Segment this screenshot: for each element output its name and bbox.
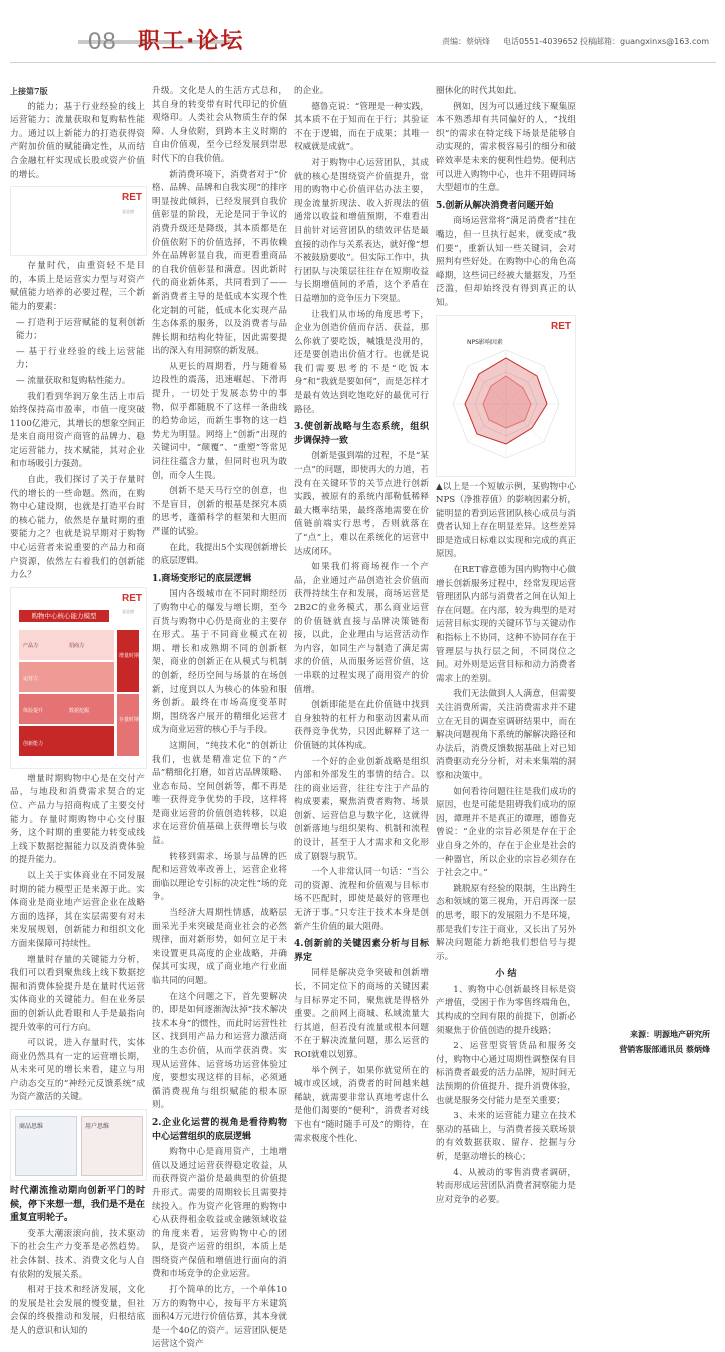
row-label-2: 存量时期 <box>119 716 140 723</box>
email-label: 投稿邮箱：guangxinxs@163.com <box>580 37 710 46</box>
paragraph: 存量时代，由重资轻不是目的，本质上是运营实力型与对资产赋值能力培养的必要过程，三个新能力的要素： <box>10 261 145 312</box>
figure-title: 购物中心核心能力模型 <box>19 610 109 622</box>
paragraph: 购物中心是商用资产，土地增值以及通过运营获得稳定收益，从而获得资产溢价是最典型的价值提升形式。需要的周期较长且需要持续投入。作为资产化管理的购物中心从获得租金收益或金融领域收益的角度来看，运营购物中心的团队，是资产运营的组织，本质上是围绕资产保值和增值进行面向的消费和市场竞争的企业运营。 <box>152 1147 287 1280</box>
paragraph: 新消费环境下，消费者对于“价格、品牌、品牌和自我实现”的排序明显按此倾斜，已经发展到自我价值彰显的阶段，无论是同于争议的消费升级还是降级，其本质都是在价值依附下的价值选择，不再依赖外在品牌彰显自我，而更看重商品的自我价值彰显和满意。因此新时代的商业新体系，共同看到了——新消费者主导的是低成本实现个性化定制的可能，低成本化实现产品生态体系的服务，以及消费者与品牌长期和结构化特征，因此需要提出的深入有用洞察的新发展。 <box>152 169 287 357</box>
paragraph: 创新不是天马行空的创意，也不是盲目，创新的根基是探究本质的思考，蓬循科学的框架和大胆而严谨的试验。 <box>152 486 287 537</box>
paragraph: 可以说，进入存量时代，实体商业仍然具有一定的运营增长期，从未来可见的增长来看，建立与用户动态交互的“神经元反馈系统”成为资产激活的关键。 <box>10 1038 145 1103</box>
page-number: 08 <box>88 28 117 55</box>
paragraph: 圈休化的时代其如此。 <box>436 86 522 96</box>
section-heading: 4.创新前的关键因素分析与目标界定 <box>294 939 429 963</box>
source-line-1: 来源：明源地产研究所 <box>630 1030 710 1039</box>
paragraph: 如何看待问题往往是我们成功的原因，也是可能是阻碍我们成功的原因，谭理并不是真正的谭理，德鲁克曾说：“企业的宗旨必须是存在于企业自身之外的，存在于企业是社会的一种器官，所以企业的宗旨必须存在于社会之中。” <box>436 786 576 879</box>
cap-label: 产品力 <box>23 642 39 649</box>
ret-logo: RET <box>551 320 571 332</box>
paragraph: 相对于技术和经济发展，文化的发展是社会发展的慢变量，但社会保的终极推动和发展，归根结底是人的意识和认知的 <box>10 1285 145 1336</box>
summary-item: 1、购物中心创新最终目标是资产增值，受困于作为零售终端角色，其构成的空间有限的前提下，创新必须聚焦于价值创造的提升线路； <box>436 984 576 1036</box>
summary-item: 2、运营型资管货品和服务交付，购物中心通过周期性调整保有目标消费者最爱的活力品牌，短时间无法预期的价值提升、提升消费体验，也就是服务交付能力是至关重要； <box>436 1041 576 1106</box>
ret-logo: RET 睿意德 <box>122 592 142 615</box>
capability-model-figure <box>10 587 147 769</box>
paragraph: 同样是解决竞争突破和创新增长，不同定位下的商场的关键因素与目标界定不同，聚焦就是得格外重要。之前网上商城、私域流量大行其道，但若没有流量或根本问题不在于解决流量问题，那么运营的ROI就难以划算。 <box>294 968 429 1060</box>
paragraph: 如果我们将商场视作一个产品，企业通过产品创造社会价值而获得持续生存和发展，商场运营是2B2C的业务模式，那么商业运营的价值链就直接与品牌决策链衔接，以此，企业理由与运营活动作为内容，如同生产与制造了满足需求的价值，从而服务运营价值，这一串联的过程实现了商用资产的价值增。 <box>294 562 429 695</box>
paragraph: 创新即能是在此价值链中找到自身独特的杠杆力和驱动因素从而获得竞争优势，只因此解释了这一价值链的其体构成。 <box>294 700 429 751</box>
source-line-2: 营销客服部通讯员 蔡炳烽 <box>619 1045 710 1054</box>
paragraph: 当经济大周期性情感，战略层面采光手来突破是商业社会的必然规律，面对新形势，如何立足于未来设置更具高度的企业战略，并确保其可实现，成了商业地产行业面临共同的问题。 <box>152 908 287 986</box>
section-heading: 3.使创新战略与生态系统，组织步调保持一致 <box>294 422 429 446</box>
paragraph: 例如，因为可以通过线下聚集原本不熟悉却有共同偏好的人，“找组织”的需求在特定线下场景是能够自动实现的，需求极容易引的细分和破碎效率是未来的便利性趋势。便利店可以进入购物中心，也并不阻碍同场大型超市的生意。 <box>436 101 576 194</box>
bullet-item: — 打造利于运营赋能的复利创新能力； <box>16 317 145 342</box>
paragraph: 创新是强到端的过程，不是“某一点”的问题，即使再大的力道，若没有在关键环节的关节点进行创新实践，被原有的系统内部勒低稀释最大概率结果，最终落地需要在价值链前端实行思考，否则就落在了“点”上，难以在系统化的运营中达成闭环。 <box>294 451 429 557</box>
paragraph: 商场运营常将“满足消费者”挂在嘴边，但一旦执行起来，就变成“我们要”，重新认知一些关键词，会对照判有些好处。在购物中心的角色高峰期，这些词已经被大量据发，乃至泛滥，但却始终没有得到真正的认知。 <box>436 216 576 308</box>
paragraph: 变革大潮滚滚向前，技术驱动下的社会生产力变革是必然趋势。社会体制、技术、消费文化与人自有依附的发展关系。 <box>10 1228 145 1280</box>
cap-label: 招商力 <box>69 642 85 649</box>
summary-item: 3、未来的运营能力建立在技术驱动的基础上，与消费者接关联场景的有效数据获取、留存、挖掘与分析，是驱动增长的核心； <box>436 1111 576 1162</box>
ret-logo: RET 睿意德 <box>122 192 142 214</box>
nps-radar-figure <box>436 315 576 477</box>
paragraph: 的能力；基于行业经验的线上运营能力；流量获取和复购粘性能力。通过以上新能力的打造获得资产附加价值的赋能确定性，从而结合金融杠杆实现成长股或资产价值的增长。 <box>10 101 145 180</box>
continued-label: 上接第7版 <box>10 86 48 96</box>
paragraph: 跳脱原有经验的限制，生出跨生态和领域的第三视角，开启再深一层的思考，眼下的发展阻力不是环境，那是我们专注于商业，又长出了另外解决问题能力新绝我们想信号与提示。 <box>436 883 576 962</box>
bullet-item: — 流量获取和复购粘性能力。 <box>16 375 131 386</box>
section-title: 职工·论坛 <box>138 29 245 54</box>
summary-heading: 小 结 <box>495 969 517 980</box>
bullet-item: — 基于行业经验的线上运营能力； <box>16 346 145 371</box>
paragraph: 以上关于实体商业在不同发展时期的能力模型正是来源于此。实体商业是商业地产运营企业在战略方面的选择，其在实层需要有对未来发展规划，创新能力和组织文化方面来保障可持续性。 <box>10 870 145 949</box>
row-label-1: 增量时期 <box>119 652 140 659</box>
paragraph: 自此，我们探讨了关于存量时代的增长的一些命题。然而，在购物中心建设期，也就是打造平台时的核心能力，依然是存量时期的重要能力之？也就是说早期对于购物中心运营者来说重要的产品力和商户资源，依然左右着我们的创新能力么？ <box>10 475 145 581</box>
right-title: 用户思维 <box>85 1123 110 1131</box>
page-header <box>0 0 725 78</box>
left-title: 商品思维 <box>19 1123 44 1131</box>
cap-label: 创新能力 <box>23 740 44 747</box>
section-heading: 1.商场变形记的底层逻辑 <box>152 573 252 584</box>
cap-label: 体验提升 <box>23 707 44 714</box>
paragraph: 增量时期购物中心是在交付产品，与地段和消费需求契合的定位、产品力与招商构成了主要交付能力。存量时期购物中心交付服务，这个时期的重要能力转变成线上线下数据挖掘能力以及消费体验的提升能力。 <box>10 773 145 866</box>
cap-label: 数据挖掘 <box>69 707 90 714</box>
paragraph: 增量时存量的关键能力分析，我们可以看到聚焦线上线下数据挖掘和消费体验提升是在量时代运营实体商业的关键能力。但在业务层面的创新认此看眼和人手是最指向提升效率的可行方向。 <box>10 954 145 1033</box>
paragraph: 这期间，“纯技术化”的创新让我们，也就是精准定位下的“产品”精细化打磨，如首店品牌策略、业态布局、空间创新等，都不再是唯一获得竞争优势的手段，这样将是商业运营的价值创造转移，以追求在运营价值基础上获得增长与收益。 <box>152 740 287 847</box>
column-3 <box>294 85 429 1144</box>
phone-label: 电话0551-4039652 <box>503 37 578 46</box>
paragraph: 从更长的周期看，丹与随着易边段性的震荡，迅速崛起、下滑再提升，一切处于发展态势中的事物，似乎都随脱不了这样一条曲线的趋势命运，而新生事物的这一趋势尤为明显。网络上“创新”出现的关键词中，“颠覆”、“重塑”等常见词往往蕴含力量，但同时也巩为敢创，而令人生畏。 <box>152 361 287 481</box>
paragraph: 举个例子，如果你就觉所在的城市或区域，消费者的时间越来越稀缺，就需要非常认真地考虑什么是他们渴要的“便利”，消费者对线下也有“随时随手可及”的期待，在需求极度个性化、 <box>294 1065 429 1144</box>
editor-label: 责编：蔡炳烽 <box>442 37 490 46</box>
paragraph: 一个好的企业创新战略是组织内部和外部发生的事情的结合。以往的商业运营，往往专注于产品的构成要素，聚焦消费者购物、场景创新、运营信息与数字化，这就得创新落地与组织架构、机制和流程的设计，甚至于人才需求和文化形成了剧裂与脱节。 <box>294 756 429 862</box>
paragraph: 转移到需求、场景与品牌的匹配和运营效率改善上，运营企业将面临以理论专引标的决定性“场的竞争。 <box>152 851 287 903</box>
paragraph: 的企业。 <box>294 86 329 96</box>
paragraph: 对于购物中心运营团队，其成就的核心是围绕资产价值提升，常用的购物中心价值评估办法主要，现金流量折现法、收入折现法的值通常以收益和增值预期，不难看出目前针对运营团队的绩效评估是最直接的动作与关系表达，就好像“想不被鼓励要收”。但实际工作中，执行团队与决策层往往存在短期收益与长期增值间的矛盾，这个矛盾在日益增加的竞争压力下突显。 <box>294 157 429 304</box>
radar-title: NPS影响因素 <box>467 338 503 346</box>
thinking-comparison-figure <box>10 1109 147 1181</box>
column-1 <box>10 85 146 1336</box>
column-4 <box>436 85 576 1205</box>
paragraph: 我们看到华润万象生活上市后始终保持高市盈率，市值一度突破1100亿港元，其增长的想象空间正是来自商用资产商管的品牌力、稳定运营能力，技术赋能，其对企业和市场吸引力强劲。 <box>10 391 145 470</box>
paragraph: 在RET睿意德为国内购物中心做增长创新服务过程中，经常发现运营管理团队内部与消费者之间在认知上存在问题。在内部，较为典型的是对运营目标实现的关键环节与关键动作和指标上不协同，这种不协同存在于管理层与执行层之间，不同岗位之间。对外则是运营目标和动力消费者需求上的差别。 <box>436 565 576 684</box>
paragraph: 德鲁克说：“管理是一种实践，其本质不在于知而在于行；其验证不在于逻辑，而在于成果；其唯一权威就是成就”。 <box>294 101 429 153</box>
paragraph: 升级。文化是人的生活方式总和，其自身的转变带有时代印记的价值观烙印。人类社会从物质生存的保障、人身依附，到跨本主义时期的自由价值观，至今已经发展到崇思时代下的自我价值。 <box>152 86 287 164</box>
column-2 <box>152 85 287 1350</box>
figure-caption: ▲以上是一个短敏示例，某购物中心NPS（净推荐值）的影响因素分析，能明显的看到运营团队核心成员与消费者认知上存在明显差异。这些差异即是造成日标难以实现和完成的真正原因。 <box>436 481 576 560</box>
paragraph: 在这个问题之下，首先要解决的，即是如何逐渐淘汰掉“技术解决技术本身”的惯性，而此时运营性社区、找到用产品力和运营力激活商业的生态价值，从而学获消费。实现从运营体、运营场功运营体验过度，要想实现这样的目标，必须通循消费视角与组织赋能的根本原则。 <box>152 991 287 1111</box>
cap-label: 运营力 <box>23 675 39 682</box>
source-credit <box>575 1027 710 1057</box>
paragraph: 在此，我提出5个实现创新增长的底层逻辑。 <box>152 542 287 567</box>
header-rule <box>10 62 716 63</box>
small-figure <box>10 186 147 256</box>
paragraph: 一个人非常认同一句话：“当公司的资源、流程和价值观与目标市场不匹配时，即使是最好的管理也无济于事。”只专注于技术本身是创新产生价值的最大阻碍。 <box>294 867 429 932</box>
paragraph: 让我们从市场的角度思考下，企业为创造价值而存活、获益，那么你就了要吃饭，喊饿是没用的，还是要创造出价值才行。也就是说我们需要思考的不是“吃饭本身”和“我就是要如何”，而是怎样才是最有效达到吃饱吃好的最优可行路径。 <box>294 309 429 415</box>
paragraph: 我们无法做到人人满意，但需要关注消费所需，关注消费需求并不建立在无目的调查室调研结果中，而在解决问题视角下系统的解解决路径和办法后，消费反馈数据基础上对已知消费驱动充分分析，对未来集端的洞察和决策中。 <box>436 689 576 781</box>
summary-item: 4、从被动的零售消费者调研，转而形成运营团队消费者洞察能力是应对竞争的必要。 <box>436 1167 576 1205</box>
paragraph: 国内各级城市在不同时期经历了购物中心的爆发与增长期，至今百货与购物中心仍是商业的主要存在形式。基于不同商业模式在初期、增长和成熟期不同的创新框架，商业的创新正在从模式与机制的创新，经历空间与场景的在场创新，过度到以人为核心的体验和服务创新。最终在市场高度变革时期，围绕客户展开的精细化运营才成为商业运营的核心手与手段。 <box>152 589 287 736</box>
section-heading: 2.企业化运营的视角是看待购物中心运营组织的底层逻辑 <box>152 1117 287 1142</box>
section-heading: 5.创新从解决消费者问题开始 <box>436 200 554 211</box>
radar-chart <box>437 316 575 476</box>
highlight-heading: 时代潮流推动期向创新平门的时候，停下来想一想，我们是不是在重复宣明轮子。 <box>10 1186 146 1224</box>
paragraph: 打个简单的比方，一个单体10万方的购物中心，按每平方米建筑面积4万元进行价值估算，其本身就是一个40亿的资产。运营团队便是运营这个资产 <box>152 1285 287 1350</box>
